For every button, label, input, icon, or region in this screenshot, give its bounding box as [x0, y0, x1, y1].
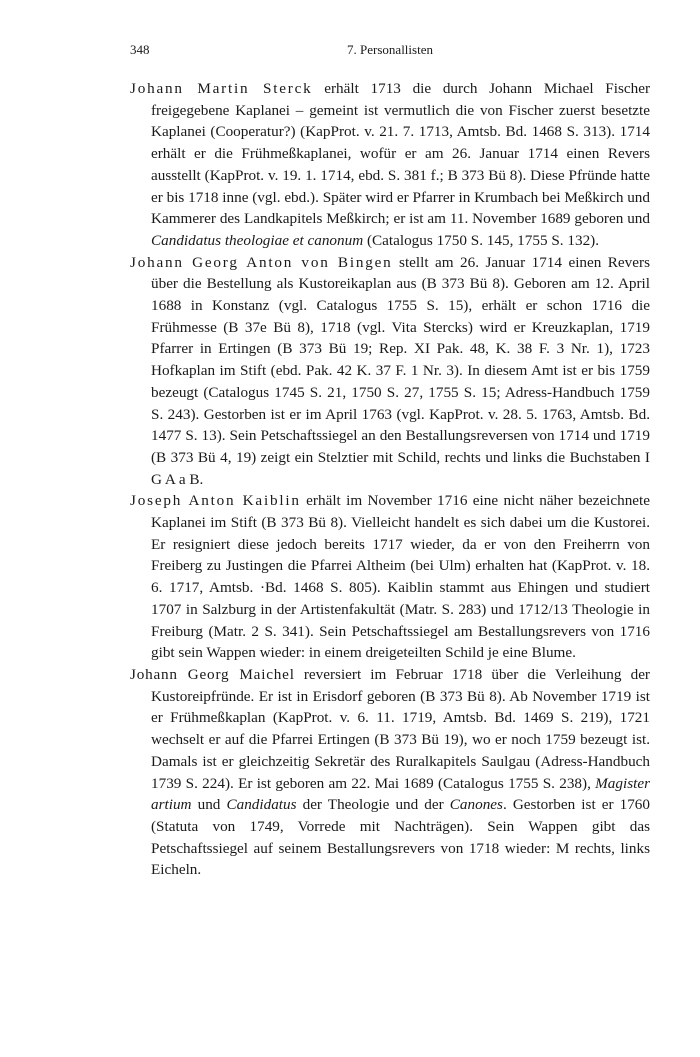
- entry-text: erhält 1713 die durch Johann Michael Fischer freigegebene Kaplanei – gemeint ist vermutlich die von Fischer zuerst besetzte Kaplanei (Cooperatur?) (KapProt. v. 21. 7. 1713, Amtsb. Bd. 1468 S. 313). 1714 erhält er die Frühmeßkaplanei, wofür er am 26. Januar 1714 einen Revers ausstellt (KapProt. v. 19. 1. 1714, ebd. S. 381 f.; B 373 Bü 8). Diese Pfründe hatte er bis 1718 inne (vgl. ebd.). Später wird er Pfarrer in Krumbach bei Meßkirch und Kammerer des Landkapitels Meßkirch; er ist am 11. November 1689 geboren und: [151, 80, 651, 228]
- body-text: [130, 78, 650, 881]
- entry-italic: Candidatus theologiae et canonum: [151, 231, 364, 249]
- person-name: Johann Georg Maichel: [130, 665, 295, 683]
- entry-text: reversiert im Februar 1718 über die Verleihung der Kustoreipfründe. Er ist in Erisdorf geboren (B 373 Bü 8). Ab November 1719 ist er Frühmeßkaplan (KapProt. v. 6. 11. 1719, Amtsb. Bd. 1469 S. 219), 1721 wechselt er auf die Pfarrei Ertingen (B 373 Bü 19), wo er noch 1759 bezeugt ist. Damals ist er gleichzeitig Sekretär des Ruralkapitels Saulgau (Adress-Handbuch 1739 S. 224). Er ist geboren am 22. Mai 1689 (Catalogus 1755 S. 238),: [151, 665, 650, 792]
- entry-maichel: [130, 664, 650, 881]
- entry-text: und: [191, 796, 227, 814]
- entry-text: (Catalogus 1750 S. 145, 1755 S. 132).: [363, 231, 600, 249]
- entry-text: der Theologie und der: [296, 796, 450, 814]
- page-header: [130, 42, 650, 62]
- entry-von-bingen: [130, 252, 650, 491]
- person-name: Joseph Anton Kaiblin: [130, 492, 301, 510]
- person-name: Johann Georg Anton von Bingen: [130, 253, 393, 271]
- entry-italic: Canones: [449, 796, 503, 814]
- entry-text: erhält im November 1716 eine nicht näher bezeichnete Kaplanei im Stift (B 373 Bü 8). Vielleicht handelt es sich dabei um die Kustorei. Er resigniert diese jedoch bereits 1717 wieder, da er von den Freiherrn von Freiberg zu Justingen die Pfarrei Altheim (bei Ulm) erhalten hat (KapProt. v. 18. 6. 1717, Amtsb. ·Bd. 1468 S. 805). Kaiblin stammt aus Ehingen und studiert 1707 in Salzburg in der Artistenfakultät (Matr. S. 283) und 1712/13 Theologie in Freiburg (Matr. 2 S. 341). Sein Petschaftssiegel am Bestallungsrevers von 1716 gibt sein Wappen wieder: in einem dreigeteilten Schild je eine Blume.: [151, 492, 650, 662]
- entry-text: . Gestorben ist er 1760 (Statuta von 1749, Vorrede mit Nachträgen). Sein Wappen gibt das Petschaftssiegel auf seinem Bestallungsrevers von 1718 wieder: M rechts, links Eicheln.: [151, 796, 650, 879]
- entry-italic: Magister artium: [151, 774, 650, 814]
- entry-kaiblin: [130, 490, 650, 664]
- page-number: 348: [130, 42, 150, 57]
- entry-text: stellt am 26. Januar 1714 einen Revers über die Bestellung als Kustoreikaplan aus (B 373 Bü 8). Geboren am 12. April 1688 in Konstanz (vgl. Catalogus 1755 S. 15), erhält er schon 1716 die Frühmesse (B 37e Bü 8), 1718 (vgl. Vita Stercks) wird er Kreuzkaplan, 1719 Pfarrer in Ertingen (B 373 Bü 19; Rep. XI Pak. 48, K. 38 F. 3 Nr. 1), 1723 Hofkaplan im Stift (ebd. Pak. 42 K. 37 F. 1 Nr. 3). In diesem Amt ist er bis 1759 bezeugt (Catalogus 1745 S. 21, 1750 S. 27, 1755 S. 15; Adress-Handbuch 1759 S. 243). Gestorben ist er im April 1763 (vgl. KapProt. v. 28. 5. 1763, Amtsb. Bd. 1477 S. 13). Sein Petschaftssiegel an den Bestallungsreversen von 1714 und 1719 (B 373 Bü 4, 19) zeigt ein Stelztier mit Schild, rechts und links die Buchstaben I G A a B.: [151, 253, 650, 488]
- entry-italic: Candidatus: [226, 796, 297, 814]
- person-name: Johann Martin Sterck: [130, 80, 313, 97]
- entry-sterck: [130, 78, 650, 252]
- running-head: 7. Personallisten: [347, 42, 433, 57]
